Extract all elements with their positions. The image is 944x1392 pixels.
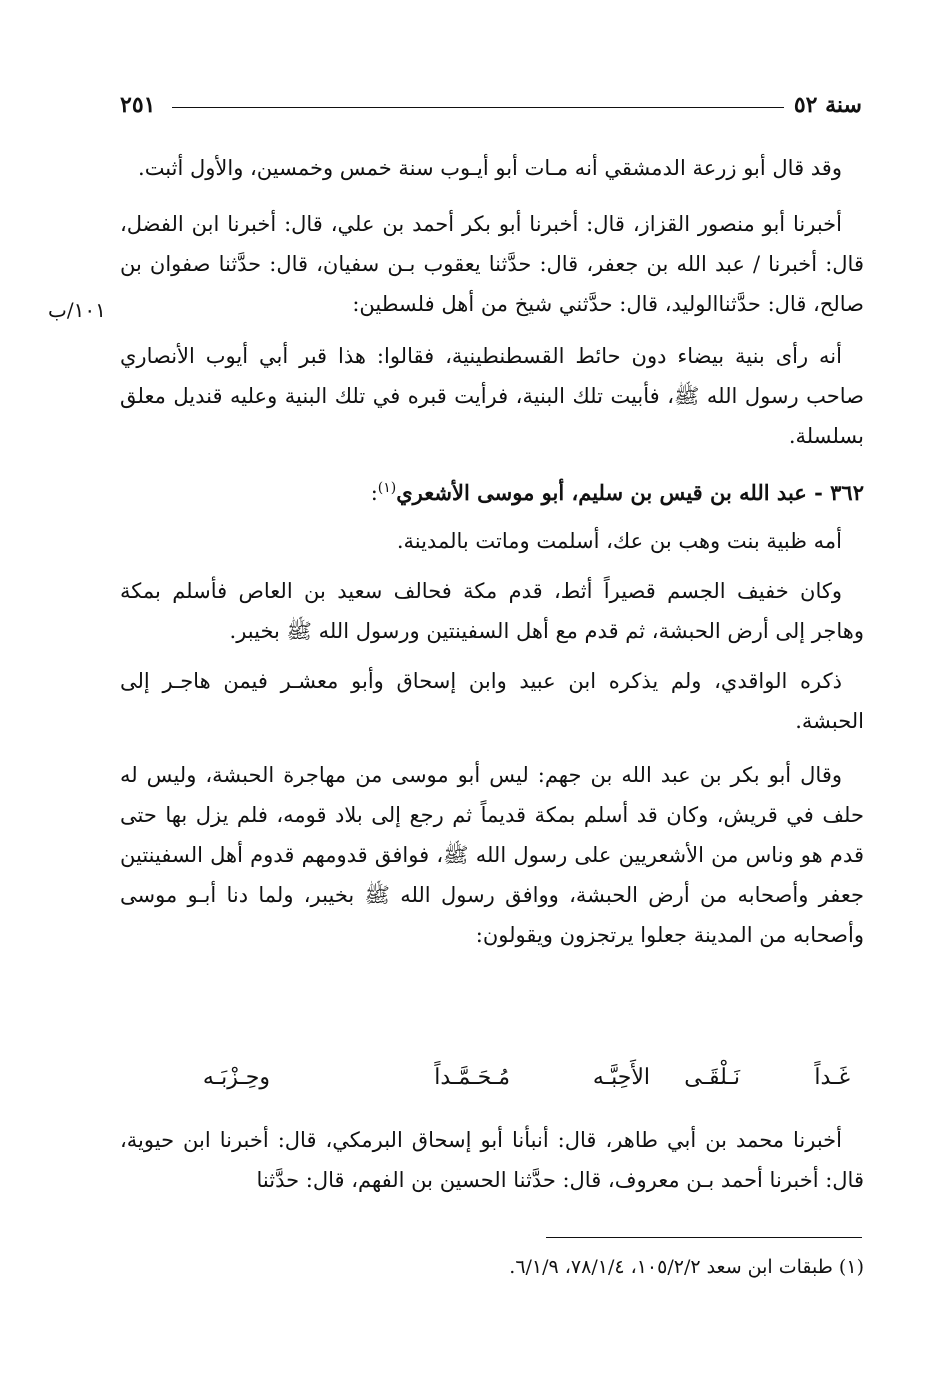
footnote-rule [546, 1237, 862, 1238]
marginal-manuscript-note: ١٠١/ب [48, 298, 106, 322]
verse-word-1: غَـداً [814, 1065, 850, 1090]
paragraph-1: وقد قال أبو زرعة الدمشقي أنه مـات أبو أيـوب سنة خمس وخمسين، والأول أثبت. [138, 156, 842, 180]
entry-heading [120, 468, 864, 513]
paragraph-4: أمه ظبية بنت وهب بن عك، أسلمت وماتت بالمدينة. [396, 529, 842, 553]
running-title: سنة ٥٢ [793, 92, 862, 118]
paragraph-5: وكان خفيف الجسم قصيراً أثط، قدم مكة فحالف سعيد بن العاص فأسلم بمكة وهاجر إلى أرض الحبشة، ثم قدم مع أهل السفينتين ورسول الله ﷺ بخيبر. [120, 579, 864, 643]
page-number: ٢٥١ [120, 92, 156, 118]
body-text-bottom [120, 1120, 864, 1200]
entry-title: ٣٦٢ - عبد الله بن قيس بن سليم، أبو موسى الأشعري [396, 480, 864, 505]
entry-colon: : [370, 481, 378, 505]
verse-word-5: وحِـزْبَـه [202, 1065, 270, 1090]
paragraph-7: وقال أبو بكر بن عبد الله بن جهم: ليس أبو موسى من مهاجرة الحبشة، وليس له حلف في قريش، وكان قد أسلم بمكة قديماً ثم رجع إلى بلاد قومه، فلم يزل بها حتى قدم هو وناس من الأشعريين على رسول الله ﷺ، فوافق قدومهم قدوم أهل السفينتين جعفر وأصحابه من أرض الحبشة، ووافق رسول الله ﷺ بخيبر، ولما دنا أبـو موسى وأصحابه من المدينة جعلوا يرتجزون ويقولون: [120, 763, 864, 947]
paragraph-3: أنه رأى بنية بيضاء دون حائط القسطنطينية، فقالوا: هذا قبر أبي أيوب الأنصاري صاحب رسول الله ﷺ، فأبيت تلك البنية، فرأيت قبره في تلك البنية وعليه قنديل معلق بسلسلة. [120, 344, 864, 448]
verse-word-2: نَـلْقَـى [684, 1065, 740, 1090]
verse-word-3: الأَحِبَّـه [592, 1065, 650, 1090]
verse-word-4: مُـحَـمَّـداً [434, 1065, 510, 1090]
paragraph-8: أخبرنا محمد بن أبي طاهر، قال: أنبأنا أبو إسحاق البرمكي، قال: أخبرنا ابن حيوية، قال: أخبرنا أحمد بـن معروف، قال: حدَّثنا الحسين بن الفهم، قال: حدَّثنا [120, 1128, 864, 1192]
body-text [120, 148, 864, 955]
footnote: (١) طبقات ابن سعد ١٠٥/٢/٢، ٧٨/١/٤، ٦/١/٩. [509, 1256, 864, 1278]
header-rule [172, 107, 784, 108]
page-header [120, 92, 862, 128]
footnote-ref: (١) [377, 480, 397, 496]
paragraph-2: أخبرنا أبو منصور القزاز، قال: أخبرنا أبو بكر أحمد بن علي، قال: أخبرنا ابن الفضل، قال: أخبرنا / عبد الله بن جعفر، قال: حدَّثنا يعقوب بـن سفيان، قال: حدَّثنا صفوان بن صالح، قال: حدَّثناالوليد، قال: حدَّثني شيخ من أهل فلسطين: [120, 212, 864, 316]
paragraph-6: ذكره الواقدي، ولم يذكره ابن عبيد وابن إسحاق وأبو معشـر فيمن هاجـر إلى الحبشة. [120, 669, 864, 733]
verse-line [150, 1065, 850, 1101]
